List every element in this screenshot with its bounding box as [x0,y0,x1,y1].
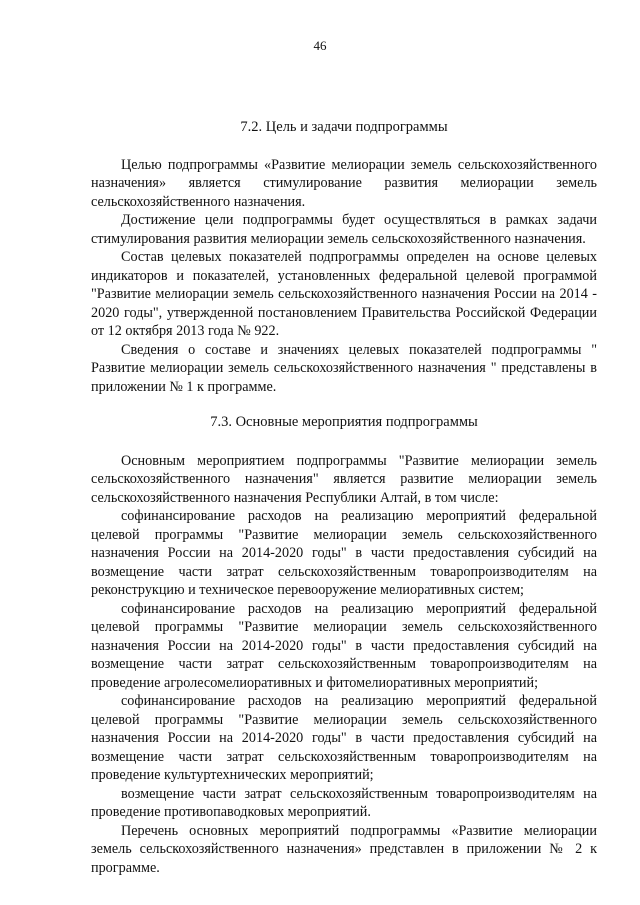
paragraph: Состав целевых показателей подпрограммы определен на основе целевых индикаторов и показателей, установленных федеральной целевой программой "Развитие мелиорации земель сельскохозяйственного назначения России на 2014 - 2020 годы", утвержденной постановлением Правительства Российской Федерации от 12 октября 2013 года № 922. [91,249,597,339]
paragraph: Целью подпрограммы «Развитие мелиорации земель сельскохозяйственного назначения» является стимулирование развития мелиорации земель сельскохозяйственного назначения. [91,156,597,210]
section-heading-goals: 7.2. Цель и задачи подпрограммы [240,119,448,135]
paragraph: Перечень основных мероприятий подпрограммы «Развитие мелиорации земель сельскохозяйственного назначения» представлен в приложении № 2 к программе. [91,822,597,876]
paragraph: софинансирование расходов на реализацию мероприятий федеральной целевой программы "Развитие мелиорации земель сельскохозяйственного назначения России на 2014-2020 годы" в части предоставления субсидий на возмещение части затрат сельскохозяйственным товаропроизводителям на реконструкцию и техническое перевооружение мелиоративных систем; [91,508,597,598]
paragraph: софинансирование расходов на реализацию мероприятий федеральной целевой программы "Развитие мелиорации земель сельскохозяйственного назначения России на 2014-2020 годы" в части предоставления субсидий на возмещение части затрат сельскохозяйственным товаропроизводителям на проведение культуртехнических мероприятий; [91,693,597,783]
page-number: 46 [313,38,327,53]
paragraph: возмещение части затрат сельскохозяйственным товаропроизводителям на проведение противопаводковых мероприятий. [91,785,597,820]
section-heading-activities: 7.3. Основные мероприятия подпрограммы [210,414,478,430]
paragraph: Сведения о составе и значениях целевых показателей подпрограммы " Развитие мелиорации земель сельскохозяйственного назначения " представлены в приложении № 1 к программе. [91,341,597,395]
paragraph: софинансирование расходов на реализацию мероприятий федеральной целевой программы "Развитие мелиорации земель сельскохозяйственного назначения России на 2014-2020 годы" в части предоставления субсидий на возмещение части затрат сельскохозяйственным товаропроизводителям на проведение агролесомелиоративных и фитомелиоративных мероприятий; [91,600,597,691]
page-content [91,100,597,877]
paragraph: Основным мероприятием подпрограммы "Развитие мелиорации земель сельскохозяйственного назначения" является развитие мелиорации земель сельскохозяйственного назначения Республики Алтай, в том числе: [91,452,597,506]
paragraph: Достижение цели подпрограммы будет осуществляться в рамках задачи стимулирования развития мелиорации земель сельскохозяйственного назначения. [91,212,597,247]
